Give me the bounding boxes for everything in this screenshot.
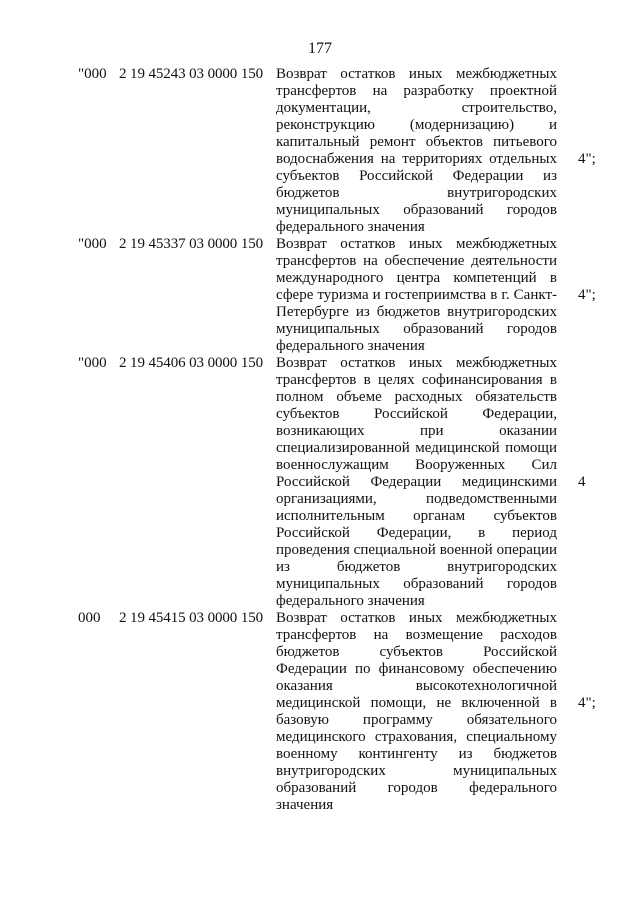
budget-classification-code: 2 19 45243 03 0000 150 [119, 66, 264, 82]
row-description: Возврат остатков иных межбюджетных трансфертов на обеспечение деятельности международного центра компетенций в сфере туризма и гостеприимства в г. Санкт-Петербурге из бюджетов внутригородских муниципальных образований городов федерального значения [276, 236, 557, 354]
admin-code: "000 [78, 66, 107, 82]
row-description: Возврат остатков иных межбюджетных трансфертов на разработку проектной документации, строительство, реконструкцию (модернизацию) и капитальный ремонт объектов питьевого водоснабжения на территориях отдельных субъектов Российской Федерации из бюджетов внутригородских муниципальных образований городов федерального значения [276, 66, 557, 235]
row-description: Возврат остатков иных межбюджетных трансфертов на возмещение расходов бюджетов субъектов Российской Федерации по финансовому обеспечению оказания высокотехнологичной медицинской помощи, не включенной в базовую программу обязательного медицинского страхования, специальному военному контингенту из бюджетов внутригородских муниципальных образований городов федерального значения [276, 610, 557, 813]
table-row [0, 236, 640, 355]
row-description: Возврат остатков иных межбюджетных трансфертов в целях софинансирования в полном объеме расходных обязательств субъектов Российской Федерации, возникающих при оказании специализированной медицинской помощи военнослужащим Вооруженных Сил Российской Федерации медицинскими организациями, подведомственными исполнительным органам субъектов Российской Федерации, в период проведения специальной военной операции из бюджетов внутригородских муниципальных образований городов федерального значения [276, 355, 557, 609]
admin-code: "000 [78, 355, 107, 371]
row-value: 4"; [578, 151, 596, 167]
budget-code-table [0, 66, 640, 814]
table-row [0, 66, 640, 236]
row-value: 4 [578, 474, 586, 490]
admin-code: 000 [78, 610, 101, 626]
page-number: 177 [308, 40, 332, 57]
admin-code: "000 [78, 236, 107, 252]
budget-classification-code: 2 19 45406 03 0000 150 [119, 355, 264, 371]
row-value: 4"; [578, 287, 596, 303]
table-row [0, 355, 640, 610]
table-row [0, 610, 640, 814]
budget-classification-code: 2 19 45415 03 0000 150 [119, 610, 264, 626]
row-value: 4"; [578, 695, 596, 711]
budget-classification-code: 2 19 45337 03 0000 150 [119, 236, 264, 252]
